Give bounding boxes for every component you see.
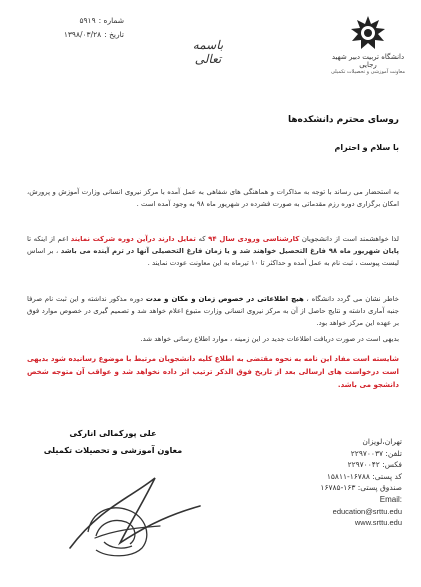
signature-block: [33, 425, 193, 459]
paragraph-1: به استحضار می رساند با توجه به مذاکرات و هماهنگی های شفاهی به عمل آمده با مرکز نیروی انسانی وزارت آموزش و پرورش، امکان برگزاری دوره رزم مقدماتی به صورت فشرده در شهریور ماه ۹۸ به وجود آمده است .: [27, 188, 399, 208]
letter-meta: [14, 14, 124, 42]
basmala: باسمه تعالی: [192, 38, 224, 66]
p3-text-c: دوره مذکور نداشته و این ثبت نام صرفا جنبه آماری داشته و نتایج حاصل از آن به مرکز نیروی انسانی وزارت متبوع اعلام خواهد شد و تصمیم گیری در خصوص موارد فوق بر عهده این مرکز خواهد بود.: [27, 295, 399, 327]
number-label: شماره :: [98, 16, 124, 25]
p2-text-c: که: [198, 235, 206, 243]
signatory-name: علی پورکمالی انارکی: [69, 428, 157, 438]
contact-info: [320, 436, 402, 529]
signatory-title: معاون آموزشی و تحصیلات تکمیلی: [43, 445, 183, 455]
p2-text-g: ، بر اساس لیست پیوست ، ثبت نام به عمل آمده و حداکثر تا ۱۰ تیرماه به این معاونت عودت نمایند .: [27, 247, 399, 267]
office-stamp: [82, 502, 156, 560]
address: تهران،لویزان: [362, 437, 402, 446]
p3-text-a: خاطر نشان می گردد دانشگاه ،: [306, 295, 399, 303]
recipient: روسای محترم دانشکده‌ها: [287, 115, 399, 125]
p2-text-a: لذا خواهشمند است از دانشجویان: [301, 235, 399, 243]
paragraph-2: [27, 233, 399, 269]
greeting: با سلام و احترام: [334, 143, 399, 152]
postal-code: کد پستی: ۱۶۷۸۸-۱۵۸۱۱: [326, 471, 402, 481]
paragraph-5-notice: شایسته است مفاد این نامه به نحوه مقتضی به اطلاع کلیه دانشجویان مرتبط با موضوع رسانیده شود بدیهی است درخواست های ارسالی بعد از تاریخ فوق الذکر ترتیب اثر داده نخواهد شد و عواقب آن متوجه شخص دانشجو می باشد.: [27, 354, 399, 389]
phone: تلفن: ۲۲۹۷۰۰۳۷: [350, 448, 402, 458]
university-logo: [329, 14, 407, 96]
date-label: تاریخ :: [104, 30, 124, 39]
website-link[interactable]: www.srttu.edu: [354, 518, 402, 528]
po-box: صندوق پستی: ۱۶۳-۱۶۷۸۵: [320, 483, 402, 493]
paragraph-4: بدیهی است در صورت دریافت اطلاعات جدید در این زمینه ، موارد اطلاع رسانی خواهد شد.: [140, 335, 399, 343]
number-value: ۵۹۱۹: [79, 16, 96, 25]
email-label: Email:: [379, 494, 402, 504]
p2-bold-graduation: پایان شهریور ماه ۹۸ فارغ التحصیل خواهند شد و یا زمان فارغ التحصیلی آنها در ترم آینده می باشد: [60, 247, 399, 255]
p3-bold-no-info: هیچ اطلاعاتی در خصوص زمان و مکان و مدت: [145, 295, 304, 303]
p2-highlight-program: کارشناسی ورودی سال ۹۴: [208, 235, 300, 243]
email-address[interactable]: education@srttu.edu: [332, 506, 402, 516]
p2-text-e: اعم از اینکه تا: [27, 235, 69, 243]
university-emblem-icon: [348, 14, 388, 52]
p2-highlight-willing: تمایل دارند درآین دوره شرکت نمایند: [70, 235, 196, 243]
fax: فکس: ۲۲۹۷۰۰۴۲: [347, 460, 402, 470]
office-name: معاونت آموزشی و تحصیلات تکمیلی: [330, 69, 406, 75]
paragraph-3: [27, 293, 399, 329]
university-name: دانشگاه تربیت دبیر شهید رجایی: [331, 53, 405, 69]
date-value: ۱۳۹۸/۰۳/۲۸: [63, 30, 102, 39]
